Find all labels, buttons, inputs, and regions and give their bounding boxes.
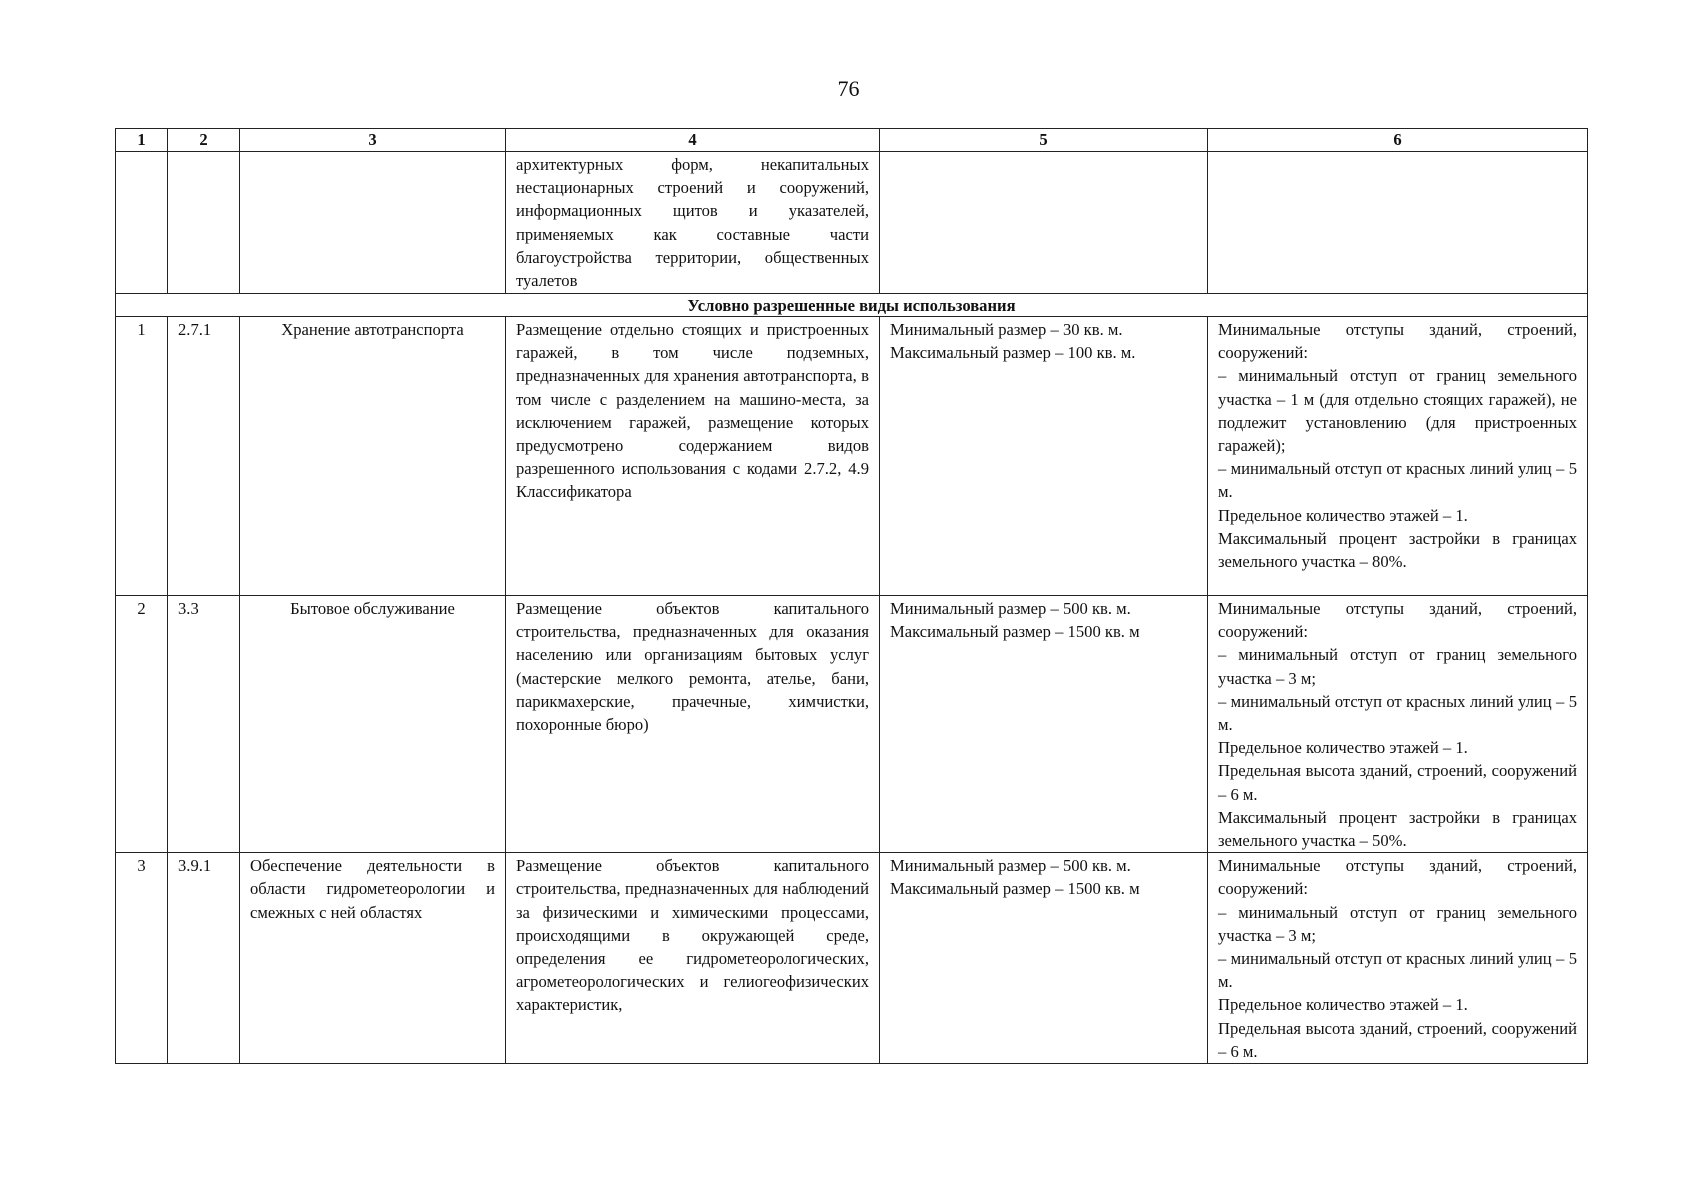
param-line: Максимальный процент застройки в границах земельного участка – 50%. bbox=[1218, 807, 1577, 851]
param-line: Предельное количество этажей – 1. bbox=[1218, 995, 1468, 1015]
param-line: Предельное количество этажей – 1. bbox=[1218, 505, 1468, 525]
param-line: – минимальный отступ от границ земельного участка – 1 м (для отдельно стоящих гаражей), не подлежит установлению (для пристроенных гаражей); bbox=[1218, 366, 1577, 456]
continuation-description: архитектурных форм, некапитальных нестационарных строений и сооружений, информационных щитов и указателей, применяемых как составные части благоустройства территории, общественных туалетов bbox=[506, 152, 880, 294]
cell-empty bbox=[1208, 152, 1588, 294]
param-line: Предельная высота зданий, строений, сооружений – 6 м. bbox=[1218, 761, 1577, 804]
cell-empty bbox=[880, 152, 1208, 294]
plot-size-min: Минимальный размер – 500 кв. м. bbox=[890, 599, 1131, 618]
land-use-table bbox=[115, 128, 1588, 1064]
param-line: – минимальный отступ от границ земельного участка – 3 м; bbox=[1218, 645, 1577, 688]
continuation-row bbox=[116, 152, 1588, 294]
row-number: 2 bbox=[116, 596, 168, 853]
use-name: Обеспечение деятельности в области гидрометеорологии и смежных с ней областях bbox=[240, 853, 506, 1064]
header-col-1: 1 bbox=[116, 129, 168, 152]
header-col-3: 3 bbox=[240, 129, 506, 152]
table-header-row bbox=[116, 129, 1588, 152]
param-line: Предельное количество этажей – 1. bbox=[1218, 738, 1468, 758]
table-row bbox=[116, 853, 1588, 1064]
param-line: Минимальные отступы зданий, строений, сооружений: bbox=[1218, 856, 1577, 899]
param-line: – минимальный отступ от границ земельного участка – 3 м; bbox=[1218, 902, 1577, 945]
page-number: 76 bbox=[837, 76, 860, 101]
cell-empty bbox=[240, 152, 506, 294]
param-line: Максимальный процент застройки в границах земельного участка – 80%. bbox=[1218, 528, 1577, 572]
header-col-6: 6 bbox=[1208, 129, 1588, 152]
section-title: Условно разрешенные виды использования bbox=[116, 294, 1588, 317]
header-col-4: 4 bbox=[506, 129, 880, 152]
plot-size-limits bbox=[880, 596, 1208, 853]
use-code: 3.3 bbox=[168, 596, 240, 853]
row-number: 1 bbox=[116, 317, 168, 596]
plot-size-min: Минимальный размер – 30 кв. м. bbox=[890, 320, 1123, 339]
param-line: – минимальный отступ от красных линий улиц – 5 м. bbox=[1218, 949, 1577, 992]
use-description: Размещение объектов капитального строительства, предназначенных для оказания населению или организациям бытовых услуг (мастерские мелкого ремонта, ателье, бани, парикмахерские, прачечные, химчистки, похоронные бюро) bbox=[506, 596, 880, 853]
cell-empty bbox=[168, 152, 240, 294]
table-row bbox=[116, 317, 1588, 596]
use-name: Хранение автотранспорта bbox=[240, 317, 506, 596]
plot-size-max: Максимальный размер – 100 кв. м. bbox=[890, 343, 1136, 363]
plot-size-min: Минимальный размер – 500 кв. м. bbox=[890, 856, 1131, 876]
header-col-5: 5 bbox=[880, 129, 1208, 152]
table-row bbox=[116, 596, 1588, 853]
row-number: 3 bbox=[116, 853, 168, 1064]
section-row bbox=[116, 294, 1588, 317]
param-line: – минимальный отступ от красных линий улиц – 5 м. bbox=[1218, 459, 1577, 502]
cell-empty bbox=[116, 152, 168, 294]
plot-size-limits bbox=[880, 853, 1208, 1064]
use-name: Бытовое обслуживание bbox=[240, 596, 506, 853]
building-parameters bbox=[1208, 317, 1588, 596]
building-parameters bbox=[1208, 596, 1588, 853]
use-description: Размещение объектов капитального строительства, предназначенных для наблюдений за физическими и химическими процессами, происходящими в окружающей среде, определения ее гидрометеорологических, агрометеорологических и гелиогеофизических характеристик, bbox=[506, 853, 880, 1064]
param-line: Предельная высота зданий, строений, сооружений – 6 м. bbox=[1218, 1018, 1577, 1061]
param-line: Минимальные отступы зданий, строений, сооружений: bbox=[1218, 320, 1577, 363]
param-line: – минимальный отступ от красных линий улиц – 5 м. bbox=[1218, 691, 1577, 735]
plot-size-limits bbox=[880, 317, 1208, 596]
plot-size-max: Максимальный размер – 1500 кв. м bbox=[890, 879, 1140, 899]
param-line: Минимальные отступы зданий, строений, сооружений: bbox=[1218, 599, 1577, 642]
building-parameters bbox=[1208, 853, 1588, 1064]
use-description: Размещение отдельно стоящих и пристроенных гаражей, в том числе подземных, предназначенных для хранения автотранспорта, в том числе с разделением на машино-места, за исключением гаражей, размещение которых предусмотрено содержанием видов разрешенного использования с кодами 2.7.2, 4.9 Классификатора bbox=[506, 317, 880, 596]
use-code: 3.9.1 bbox=[168, 853, 240, 1064]
plot-size-max: Максимальный размер – 1500 кв. м bbox=[890, 622, 1140, 642]
use-code: 2.7.1 bbox=[168, 317, 240, 596]
header-col-2: 2 bbox=[168, 129, 240, 152]
